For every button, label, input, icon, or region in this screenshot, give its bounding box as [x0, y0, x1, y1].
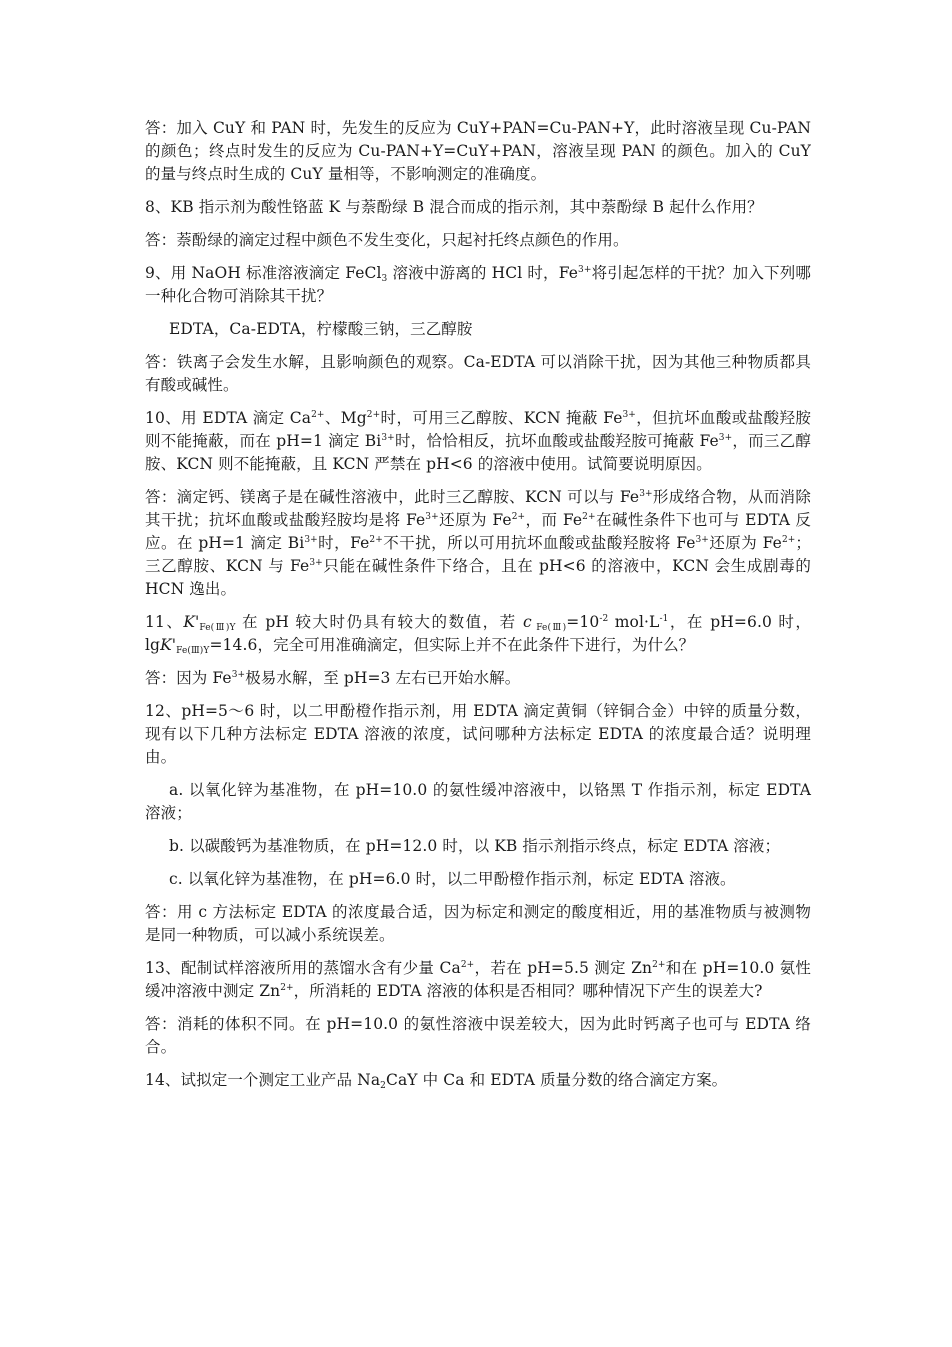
question-9: 9、用 NaOH 标准溶液滴定 FeCl$_3$ 溶液中游离的 HCl 时，$Fe^{3+}$将引起怎样的干扰？加入下列哪一种化合物可消除其干扰？ [145, 264, 811, 305]
question-8: 8、KB 指示剂为酸性铬蓝 K 与萘酚绿 B 混合而成的指示剂，其中萘酚绿 B 起什么作用？ [145, 198, 763, 216]
question-14: 14、试拟定一个测定工业产品 $Na_2CaY$ 中 Ca 和 EDTA 质量分数的络合滴定方案。 [145, 1071, 728, 1091]
answer-7: 答：加入 CuY 和 PAN 时，先发生的反应为 CuY+PAN=Cu-PAN+Y，此时溶液呈现 Cu-PAN 的颜色；终点时发生的反应为 Cu-PAN+Y=CuY+PAN，溶液呈现 PAN 的颜色。加入的 CuY 的量与终点时生成的 CuY 量相等，不影响测定的准确度。 [145, 119, 811, 183]
question-9-options: EDTA，Ca-EDTA，柠檬酸三钠，三乙醇胺 [169, 320, 473, 338]
answer-11: 答：因为 $Fe^{3+}$极易水解，至 pH=3 左右已开始水解。 [145, 669, 521, 687]
question-12: 12、pH=5～6 时，以二甲酚橙作指示剂，用 EDTA 滴定黄铜（锌铜合金）中锌的质量分数，现有以下几种方法标定 EDTA 溶液的浓度，试问哪种方法标定 EDTA 的浓度最合适？说明理由。 [145, 702, 811, 766]
document-page [145, 117, 811, 1102]
question-11: 11、$K'_{Fe(Ⅲ)Y}$ 在 pH 较大时仍具有较大的数值，若 c $_{Fe(Ⅲ)}=10^{-2}$ $mol\cdot L^{-1}$，在 pH=6.0 时，$\lg K'_{Fe(Ⅲ)Y}=14.6$，完全可用准确滴定，但实际上并不在此条件下进行，为什么？ [145, 613, 811, 656]
answer-9: 答：铁离子会发生水解，且影响颜色的观察。Ca-EDTA 可以消除干扰，因为其他三种物质都具有酸或碱性。 [145, 353, 811, 394]
answer-12: 答：用 c 方法标定 EDTA 的浓度最合适，因为标定和测定的酸度相近，用的基准物质与被测物是同一种物质，可以减小系统误差。 [145, 903, 811, 944]
answer-13: 答：消耗的体积不同。在 pH=10.0 的氨性溶液中误差较大，因为此时钙离子也可与 EDTA 络合。 [145, 1015, 811, 1056]
question-12-option-c: c. 以氧化锌为基准物，在 pH=6.0 时，以二甲酚橙作指示剂，标定 EDTA 溶液。 [169, 870, 736, 888]
answer-8: 答：萘酚绿的滴定过程中颜色不发生变化，只起衬托终点颜色的作用。 [145, 231, 629, 249]
question-12-option-a: a. 以氧化锌为基准物，在 pH=10.0 的氨性缓冲溶液中，以铬黑 T 作指示剂，标定 EDTA 溶液； [145, 781, 811, 822]
question-10: 10、用 EDTA 滴定 $Ca^{2+}$、$Mg^{2+}$时，可用三乙醇胺、KCN 掩蔽 $Fe^{3+}$，但抗坏血酸或盐酸羟胺则不能掩蔽，而在 pH=1 滴定 $Bi^{3+}$时，恰恰相反，抗坏血酸或盐酸羟胺可掩蔽 $Fe^{3+}$，而三乙醇胺、KCN 则不能掩蔽，且 KCN 严禁在 pH<6 的溶液中使用。试简要说明原因。 [145, 409, 812, 473]
answer-10: 答：滴定钙、镁离子是在碱性溶液中，此时三乙醇胺、KCN 可以与 $Fe^{3+}$形成络合物，从而消除其干扰；抗坏血酸或盐酸羟胺均是将 $Fe^{3+}$还原为 $Fe^{2+}$，而 $Fe^{2+}$在碱性条件下也可与 EDTA 反应。在 pH=1 滴定 $Bi^{3+}$时，$Fe^{2+}$不干扰，所以可用抗坏血酸或盐酸羟胺将 $Fe^{3+}$还原为 $Fe^{2+}$；三乙醇胺、KCN 与 $Fe^{3+}$只能在碱性条件下络合，且在 pH<6 的溶液中，KCN 会生成剧毒的 HCN 逸出。 [145, 488, 812, 598]
question-12-option-b: b. 以碳酸钙为基准物质，在 pH=12.0 时，以 KB 指示剂指示终点，标定 EDTA 溶液； [169, 837, 781, 855]
question-13: 13、配制试样溶液所用的蒸馏水含有少量 $Ca^{2+}$，若在 pH=5.5 测定 $Zn^{2+}$和在 pH=10.0 氨性缓冲溶液中测定 $Zn^{2+}$，所消耗的 EDTA 溶液的体积是否相同？哪种情况下产生的误差大? [145, 959, 811, 1000]
